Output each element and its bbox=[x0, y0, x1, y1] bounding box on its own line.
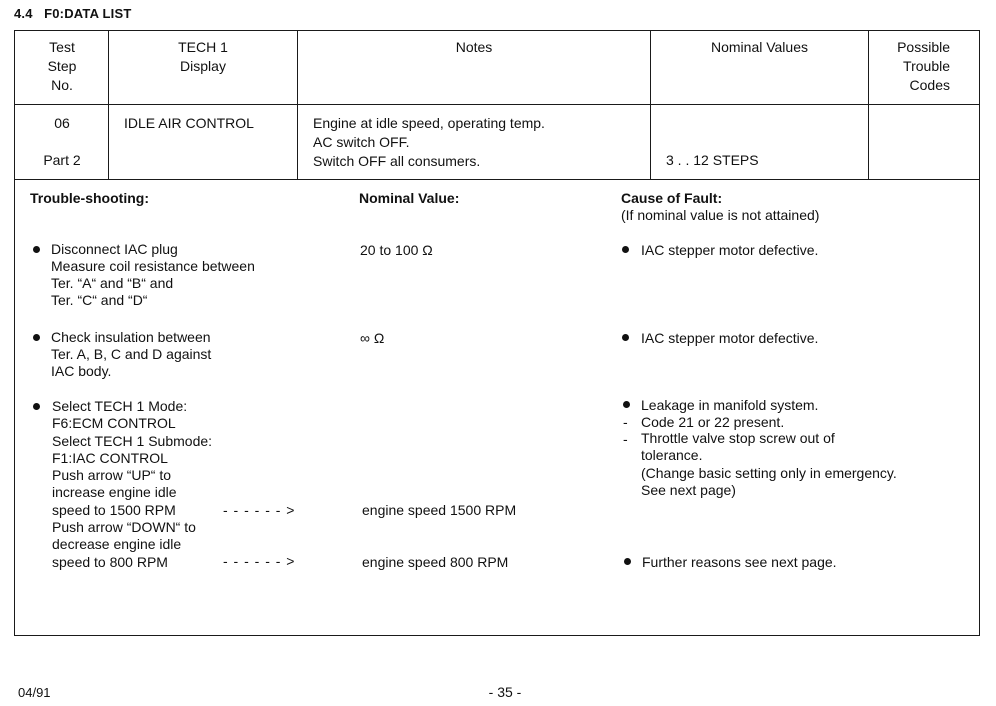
item2-step-line: Ter. A, B, C and D against bbox=[51, 346, 212, 362]
col-divider-3 bbox=[650, 30, 651, 180]
dash-marker: - bbox=[623, 414, 628, 430]
item3-nominal-down: engine speed 800 RPM bbox=[362, 554, 509, 570]
bullet-icon bbox=[624, 558, 631, 565]
item3-step-line: increase engine idle bbox=[52, 484, 177, 501]
header-nominal-values: Nominal Values bbox=[710, 39, 808, 55]
item1-step-line: Disconnect IAC plug bbox=[51, 241, 178, 257]
header-tech1-line2: Display bbox=[180, 58, 226, 74]
col-divider-4 bbox=[868, 30, 869, 180]
row-note-1: Engine at idle speed, operating temp. bbox=[313, 115, 545, 131]
item1-step-line: Measure coil resistance between bbox=[51, 258, 255, 274]
row-tech1-display: IDLE AIR CONTROL bbox=[124, 115, 254, 131]
item3-step-line: speed to 800 RPM bbox=[52, 553, 168, 570]
bullet-icon bbox=[33, 334, 40, 341]
item3-cause-2: Code 21 or 22 present. bbox=[641, 414, 785, 430]
dashed-arrow-down: - - - - - - > bbox=[223, 553, 296, 569]
header-test-step-line3: No. bbox=[51, 77, 73, 93]
header-divider bbox=[14, 104, 980, 105]
header-codes-line3: Codes bbox=[909, 77, 950, 93]
item3-cause-1: Leakage in manifold system. bbox=[641, 397, 819, 413]
footer-page-number: - 35 - bbox=[488, 684, 522, 700]
item3-cause-3-line: Throttle valve stop screw out of bbox=[641, 430, 835, 446]
header-test-step-line1: Test bbox=[49, 39, 75, 55]
dashed-arrow-up: - - - - - - > bbox=[223, 502, 296, 518]
item3-step-line: F1:IAC CONTROL bbox=[52, 449, 168, 466]
header-codes-line2: Trouble bbox=[903, 58, 950, 74]
item3-step-line: Push arrow “DOWN“ to bbox=[52, 519, 196, 536]
item3-step-line: Push arrow “UP“ to bbox=[52, 467, 172, 484]
header-tech1-line1: TECH 1 bbox=[178, 39, 228, 55]
item3-cause-3-line: (Change basic setting only in emergency. bbox=[641, 464, 897, 481]
row-note-2: AC switch OFF. bbox=[313, 134, 410, 150]
cause-of-fault-note: (If nominal value is not attained) bbox=[621, 207, 820, 223]
bullet-icon bbox=[622, 334, 629, 341]
item3-step-line: F6:ECM CONTROL bbox=[52, 415, 176, 432]
bullet-icon bbox=[33, 246, 40, 253]
col-divider-1 bbox=[108, 30, 109, 180]
item2-steps bbox=[51, 329, 351, 380]
header-notes: Notes bbox=[455, 39, 493, 55]
item2-cause: IAC stepper motor defective. bbox=[641, 330, 819, 346]
item3-nominal-up: engine speed 1500 RPM bbox=[362, 502, 517, 518]
item3-cause-3-line: tolerance. bbox=[641, 447, 703, 464]
item3-steps bbox=[52, 398, 252, 571]
nominal-value-header: Nominal Value: bbox=[359, 190, 460, 206]
row-step-number: 06 bbox=[54, 115, 70, 131]
item3-cause-4: Further reasons see next page. bbox=[642, 554, 837, 570]
item2-step-line: Check insulation between bbox=[51, 329, 211, 345]
item3-step-line: speed to 1500 RPM bbox=[52, 501, 176, 518]
bullet-icon bbox=[622, 246, 629, 253]
section-title bbox=[14, 6, 131, 21]
header-test-step bbox=[16, 38, 108, 95]
item1-nominal-value: 20 to 100 Ω bbox=[360, 242, 433, 258]
header-possible-trouble-codes bbox=[870, 38, 950, 95]
troubleshooting-header: Trouble-shooting: bbox=[30, 190, 149, 206]
section-name: F0:DATA LIST bbox=[44, 6, 132, 21]
dash-marker: - bbox=[623, 431, 628, 447]
item3-step-line: Select TECH 1 Mode: bbox=[52, 398, 188, 414]
item1-cause: IAC stepper motor defective. bbox=[641, 242, 819, 258]
row-nominal-value: 3 . . 12 STEPS bbox=[666, 152, 759, 168]
col-divider-2 bbox=[297, 30, 298, 180]
row-note-3: Switch OFF all consumers. bbox=[313, 153, 481, 169]
item2-step-line: IAC body. bbox=[51, 363, 112, 379]
table-bottom-divider bbox=[14, 179, 980, 180]
item1-step-line: Ter. “C“ and “D“ bbox=[51, 292, 148, 308]
header-tech1-display bbox=[110, 38, 296, 76]
row-part: Part 2 bbox=[43, 152, 81, 168]
header-test-step-line2: Step bbox=[47, 58, 77, 74]
footer-date: 04/91 bbox=[18, 685, 51, 700]
item1-steps bbox=[51, 241, 351, 309]
cause-of-fault-header: Cause of Fault: bbox=[621, 190, 723, 206]
bullet-icon bbox=[33, 403, 40, 410]
item3-cause-3 bbox=[641, 430, 897, 499]
item2-nominal-value: ∞ Ω bbox=[360, 330, 385, 346]
header-codes-line1: Possible bbox=[897, 39, 950, 55]
section-number: 4.4 bbox=[14, 6, 33, 21]
item3-step-line: Select TECH 1 Submode: bbox=[52, 432, 213, 449]
bullet-icon bbox=[623, 401, 630, 408]
item1-step-line: Ter. “A“ and “B“ and bbox=[51, 275, 174, 291]
item3-step-line: decrease engine idle bbox=[52, 536, 182, 553]
item3-cause-3-line: See next page) bbox=[641, 481, 736, 498]
row-notes bbox=[313, 114, 648, 171]
